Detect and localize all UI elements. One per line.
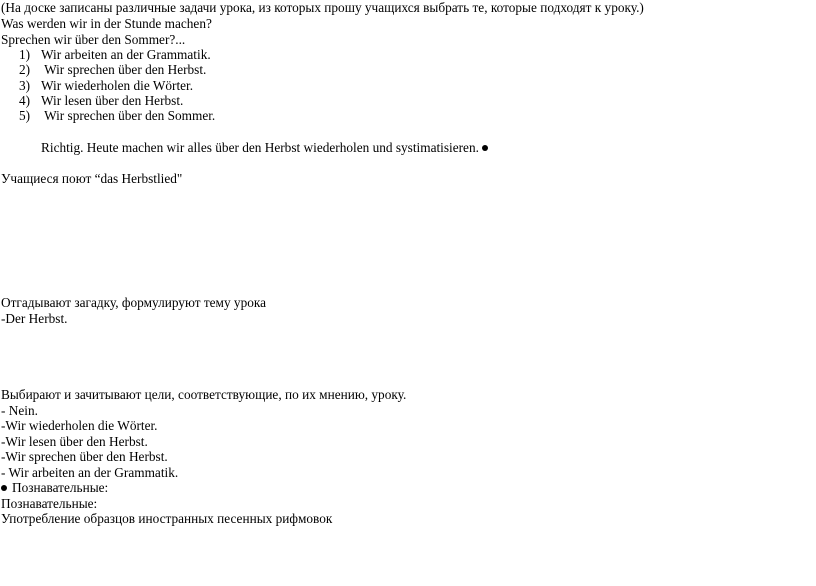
task-text: Wir wiederholen die Wörter. (41, 78, 194, 93)
task-text: Wir sprechen über den Sommer. (41, 108, 216, 123)
riddle-answer: -Der Herbst. (1, 311, 68, 326)
cognitive-label: Познавательные: (12, 480, 109, 495)
task-number: 5) (19, 108, 31, 123)
bullet-dot-icon (482, 145, 488, 151)
song-line: Учащиеся поют “das Herbstlied" (1, 171, 183, 186)
top-note: (На доске записаны различные задачи урока, из которых прошу учащихся выбрать те, которые подходят к уроку.) (1, 0, 644, 15)
task-text: Wir lesen über den Herbst. (41, 93, 184, 108)
task-number: 3) (19, 78, 31, 93)
response-1: - Nein. (1, 403, 38, 418)
task-item-1 (19, 47, 211, 63)
usage-line: Употребление образцов иностранных песенных рифмовок (1, 511, 333, 526)
goals-line: Выбирают и зачитывают цели, соответствующие, по их мнению, уроку. (1, 387, 407, 402)
task-number: 2) (19, 62, 31, 77)
bullet-dot-icon (1, 485, 7, 491)
task-item-3 (19, 78, 193, 94)
question-line-2: Sprechen wir über den Sommer?... (1, 32, 186, 47)
response-5: - Wir arbeiten an der Grammatik. (1, 465, 179, 480)
response-3: -Wir lesen über den Herbst. (1, 434, 148, 449)
task-number: 4) (19, 93, 31, 108)
task-item-5 (19, 108, 215, 124)
riddle-line: Отгадывают загадку, формулируют тему урока (1, 295, 267, 310)
response-2: -Wir wiederholen die Wörter. (1, 418, 158, 433)
task-item-4 (19, 93, 183, 109)
cognitive-line-2: Познавательные: (1, 496, 98, 511)
answer-line (41, 140, 488, 156)
task-item-2 (19, 62, 206, 78)
task-number: 1) (19, 47, 31, 62)
question-line-1: Was werden wir in der Stunde machen? (1, 16, 212, 31)
answer-text: Richtig. Heute machen wir alles über den Herbst wiederholen und systimatisieren. (41, 140, 479, 155)
cognitive-bullet-line (1, 480, 108, 496)
task-text: Wir sprechen über den Herbst. (41, 62, 207, 77)
task-text: Wir arbeiten an der Grammatik. (41, 47, 211, 62)
response-4: -Wir sprechen über den Herbst. (1, 449, 168, 464)
